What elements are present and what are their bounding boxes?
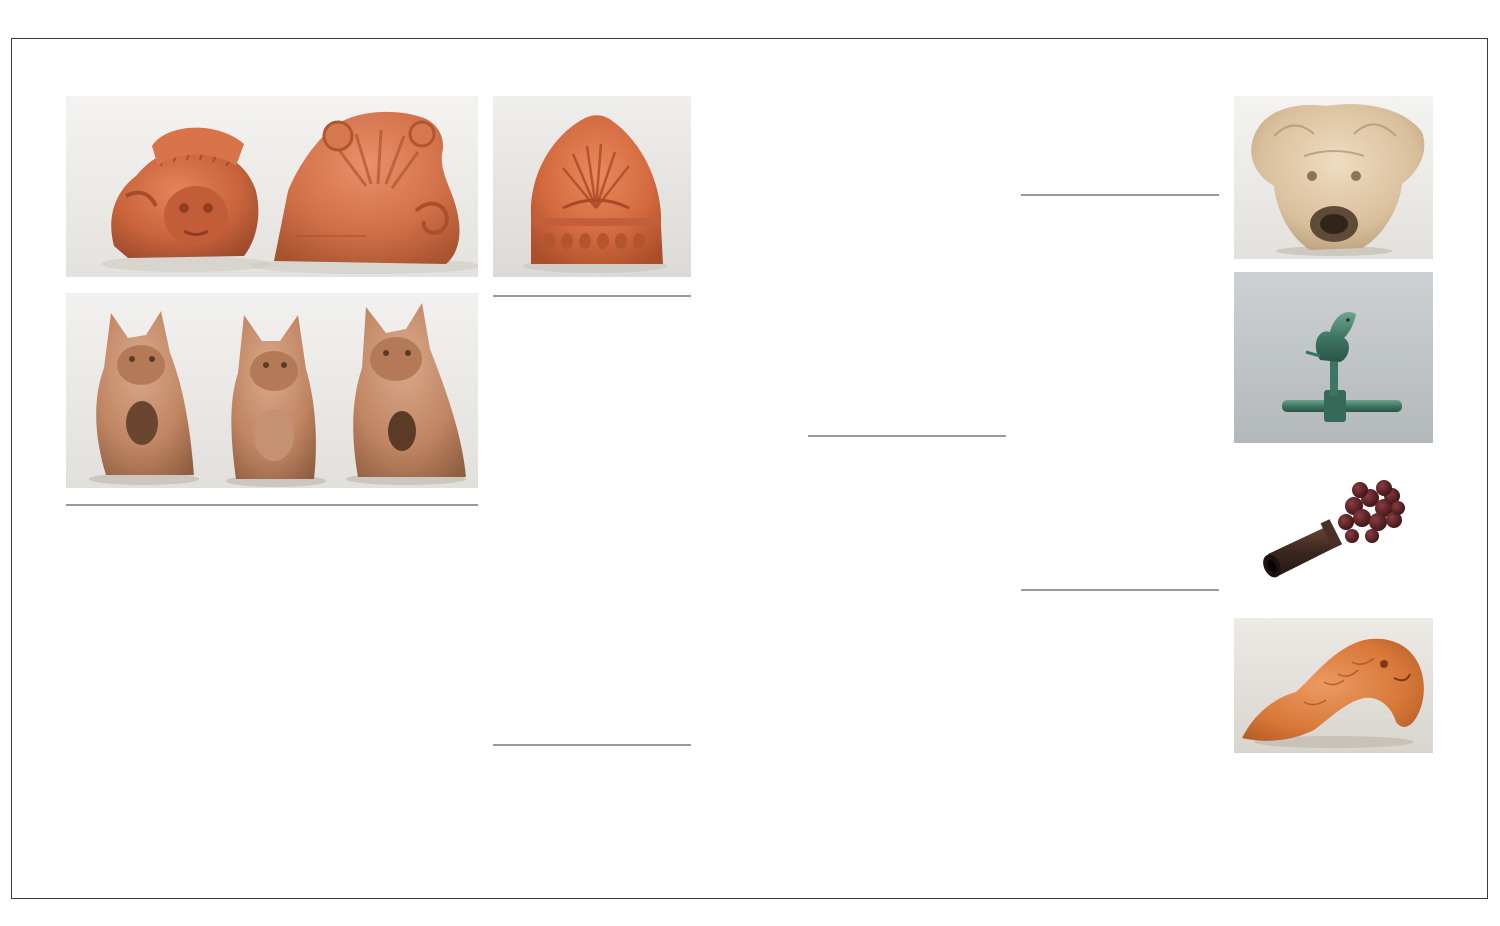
- photo-fountain-spout-7-16: [1234, 458, 1433, 601]
- rule-7-16: [1021, 194, 1219, 196]
- photo-dog-spouts-7-13: [66, 293, 478, 488]
- rule-7-17: [1021, 589, 1219, 591]
- entry-7-12: [66, 515, 478, 529]
- entry-7-15: [808, 446, 1008, 460]
- photo-bronze-faucet-7-15: [1234, 272, 1433, 443]
- entry-7-16: [1021, 206, 1221, 220]
- entry-7-14-continued: [808, 94, 1008, 108]
- photo-antefixes-7-12a-b: [66, 96, 478, 277]
- rule-7-14: [493, 744, 691, 746]
- photo-antefix-7-12c: [493, 96, 691, 277]
- rule-7-15: [808, 435, 1006, 437]
- rule-7-13: [493, 295, 691, 297]
- rule-7-12: [66, 504, 478, 506]
- photo-animal-figurine-7-17: [1234, 618, 1433, 753]
- entry-7-13: [493, 306, 691, 320]
- photo-silen-spout-7-14: [1234, 96, 1433, 259]
